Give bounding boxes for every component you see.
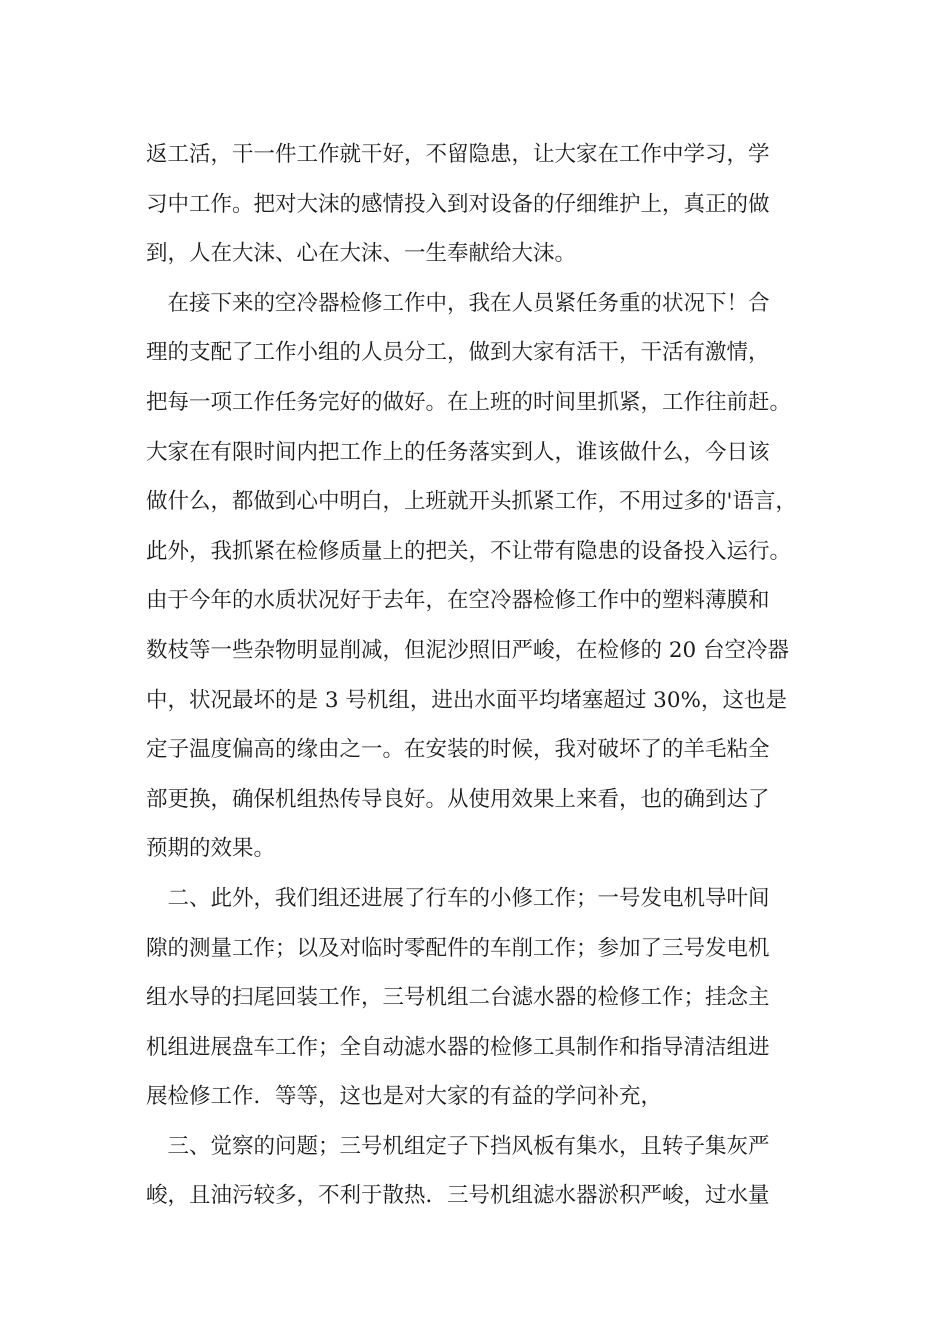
text-line: 中，状况最坏的是 3 号机组，进出水面平均堵塞超过 30%，这也是	[146, 687, 787, 713]
text-line: 此外，我抓紧在检修质量上的把关，不让带有隐患的设备投入运行。	[146, 538, 792, 564]
text-line: 把每一项工作任务完好的做好。在上班的时间里抓紧，工作往前赶。	[146, 389, 792, 415]
text-line: 习中工作。把对大沫的感情投入到对设备的仔细维护上，真正的做	[146, 191, 770, 217]
text-line: 数枝等一些杂物明显削减，但泥沙照旧严峻，在检修的 20 台空冷器	[146, 637, 790, 663]
text-line: 部更换，确保机组热传导良好。从使用效果上来看，也的确到达了	[146, 786, 770, 812]
body-text	[146, 130, 811, 1221]
text-line: 理的支配了工作小组的人员分工，做到大家有活干，干活有激情，	[146, 340, 770, 366]
text-line: 组水导的扫尾回装工作，三号机组二台滤水器的检修工作；挂念主	[146, 985, 770, 1011]
text-line: 三、觉察的问题；三号机组定子下挡风板有集水，且转子集灰严	[146, 1133, 770, 1159]
text-line: 峻，且油污较多，不利于散热．三号机组滤水器淤积严峻，过水量	[146, 1183, 770, 1209]
text-line: 预期的效果。	[146, 836, 276, 862]
text-line: 返工活，干一件工作就干好，不留隐患，让大家在工作中学习，学	[146, 142, 770, 167]
text-line: 做什么，都做到心中明白，上班就开头抓紧工作，不用过多的'语言，	[146, 489, 797, 515]
text-line: 由于今年的水质状况好于去年，在空冷器检修工作中的塑料薄膜和	[146, 588, 770, 614]
text-line: 机组进展盘车工作；全自动滤水器的检修工具制作和指导清洁组进	[146, 1034, 770, 1060]
text-line: 二、此外，我们组还进展了行车的小修工作；一号发电机导叶间	[146, 885, 770, 911]
text-line: 在接下来的空冷器检修工作中，我在人员紧任务重的状况下！合	[146, 290, 770, 316]
text-line: 隙的测量工作；以及对临时零配件的车削工作；参加了三号发电机	[146, 935, 770, 961]
text-line: 大家在有限时间内把工作上的任务落实到人，谁该做什么，今日该	[146, 439, 770, 465]
text-line: 定子温度偏高的缘由之一。在安装的时候，我对破坏了的羊毛粘全	[146, 737, 770, 763]
text-line: 展检修工作．等等，这也是对大家的有益的学问补充，	[146, 1084, 663, 1110]
text-line: 到，人在大沫、心在大沫、一生奉献给大沫。	[146, 241, 577, 267]
